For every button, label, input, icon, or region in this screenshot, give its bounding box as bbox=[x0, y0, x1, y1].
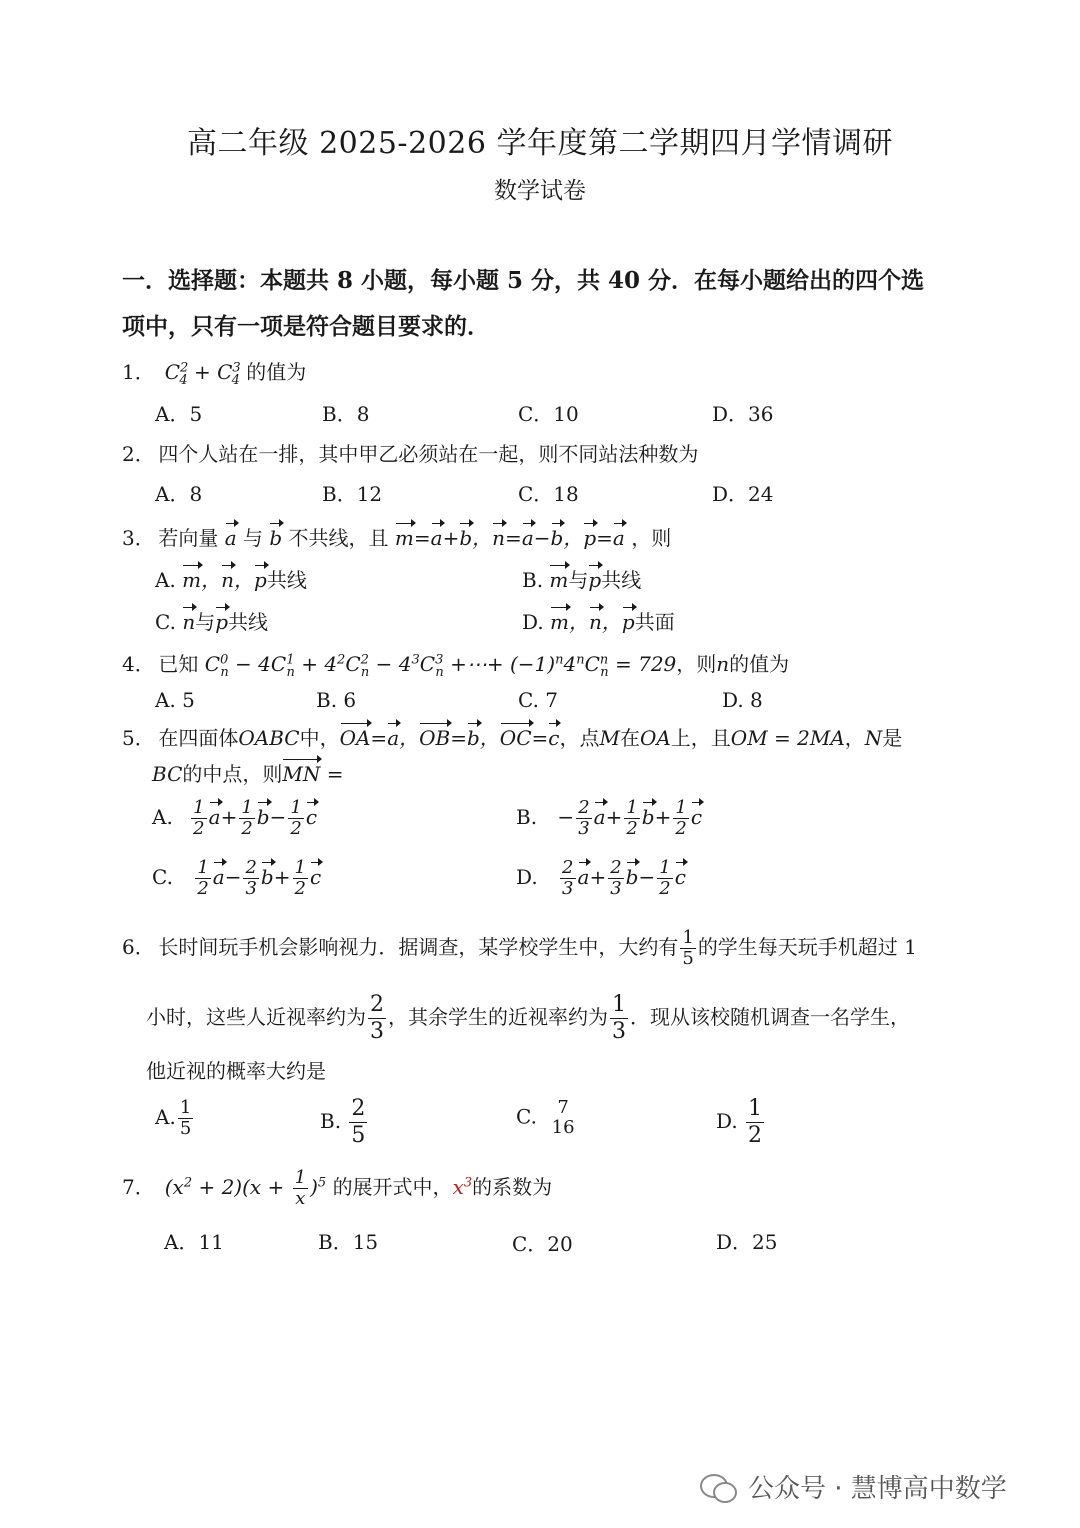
option-label: C. bbox=[152, 865, 173, 889]
exam-title: 高二年级 2025-2026 学年度第二学期四月学情调研 bbox=[187, 126, 893, 161]
question-6-line3: 他近视的概率大约是 bbox=[146, 1059, 326, 1083]
question-text: ，则 bbox=[631, 526, 672, 550]
q7-option-b: B．15 bbox=[318, 1230, 379, 1254]
question-text: 不共线，且 bbox=[288, 526, 389, 550]
q4-option-b: B. 6 bbox=[316, 688, 357, 712]
option-label: A. bbox=[155, 1105, 176, 1129]
question-3 bbox=[122, 522, 972, 551]
option-label: B. bbox=[516, 805, 538, 829]
question-text: 长时间玩手机会影响视力．据调查，某学校学生中，大约有 bbox=[158, 935, 679, 959]
question-2 bbox=[122, 438, 972, 467]
question-text: 是 bbox=[882, 726, 903, 750]
question-1 bbox=[122, 356, 972, 388]
vector-a: a bbox=[224, 526, 237, 550]
question-text: ，则 bbox=[676, 652, 717, 676]
section-heading-line1: 一．选择题：本题共 8 小题，每小题 5 分，共 40 分．在每小题给出的四个选 bbox=[122, 267, 925, 294]
question-number: 2． bbox=[122, 442, 155, 466]
q5-option-c: C. $\frac{1}{2}$ a− $\frac{2}{3}$ b+ $\frac{1}{2}$ c bbox=[152, 857, 322, 899]
question-text: 的展开式中， bbox=[332, 1175, 453, 1199]
question-7: 7． $(x^2 + 2)(x$ + $\frac{1}{x}$ )$^5$ 的展开式中，$x^3$的系数为 bbox=[122, 1167, 553, 1209]
question-number: 7． bbox=[122, 1175, 155, 1199]
q4-option-c: C. 7 bbox=[518, 688, 559, 712]
question-text: ．现从该校随机调查一名学生， bbox=[630, 1005, 910, 1029]
question-number: 4． bbox=[122, 652, 155, 676]
option-label: C. bbox=[516, 1104, 537, 1129]
question-text: ，其余学生的近视率约为 bbox=[388, 1005, 608, 1029]
option-text: 共线 bbox=[228, 610, 269, 634]
option-label: D. bbox=[522, 610, 544, 634]
option-label: B. bbox=[320, 1109, 342, 1133]
question-text: 的值为 bbox=[246, 360, 307, 384]
section-heading-line2: 项中，只有一项是符合题目要求的． bbox=[122, 313, 490, 340]
math-expression: $C^2_4 + C^3_4$ bbox=[158, 360, 241, 388]
option-label: B. bbox=[522, 568, 544, 592]
question-text: 的系数为 bbox=[472, 1175, 553, 1199]
question-text: 的值为 bbox=[729, 652, 790, 676]
q1-option-a: A．5 bbox=[155, 402, 203, 426]
q2-option-a: A．8 bbox=[155, 482, 203, 506]
question-number: 1． bbox=[122, 360, 155, 384]
question-text: 的中点，则 bbox=[182, 762, 283, 786]
q4-option-a: A. 5 bbox=[155, 688, 195, 712]
question-text: 在四面体 bbox=[158, 726, 239, 750]
wechat-icon bbox=[700, 1472, 738, 1502]
question-text: 上，且 bbox=[670, 726, 731, 750]
q6-option-b: B. $\frac{2}{5}$ bbox=[320, 1096, 366, 1148]
q2-option-d: D．24 bbox=[712, 482, 774, 506]
option-label: D. bbox=[516, 865, 538, 889]
option-text: 与 bbox=[568, 568, 589, 592]
question-4: 4． 已知 $C^0_n - 4C^1_n + 4^2C^2_n - 4^3C^3_n$ +⋯+ $(-1)^n4^nC^n_n = 729$，则n的值为 bbox=[122, 648, 972, 680]
question-text: 在 bbox=[619, 726, 640, 750]
watermark bbox=[700, 1468, 1007, 1505]
q3-option-d: D. m，n，p共面 bbox=[522, 610, 675, 634]
question-5: 5． 在四面体OABC中，OA=a，OB=b，OC=c，点M在OA上，且OM = 2MA，N是 bbox=[122, 722, 972, 751]
math-expression: m=a+b，n=a−b，p=a bbox=[394, 526, 625, 550]
q2-option-b: B．12 bbox=[322, 482, 383, 506]
q4-option-d: D. 8 bbox=[722, 688, 763, 712]
q6-option-c: C. 7 16 bbox=[516, 1097, 575, 1138]
q5-option-d: D. $\frac{2}{3}$ a+ $\frac{2}{3}$ b− $\frac{1}{2}$ c bbox=[516, 857, 686, 899]
q3-option-b: B. m与p共线 bbox=[522, 568, 642, 592]
q1-option-d: D．36 bbox=[712, 402, 774, 426]
q7-option-d: D．25 bbox=[716, 1230, 778, 1254]
option-text: 与 bbox=[195, 610, 216, 634]
question-6-line2: 小时，这些人近视率约为 $\frac{2}{3}$ ，其余学生的近视率约为 $\frac{1}{3}$ ．现从该校随机调查一名学生， bbox=[146, 992, 910, 1044]
question-number: 5． bbox=[122, 726, 155, 750]
q6-option-a: A. $\frac{1}{5}$ bbox=[155, 1097, 192, 1139]
option-text: 共面 bbox=[634, 610, 675, 634]
q3-option-c: C. n与p共线 bbox=[155, 610, 269, 634]
q7-option-a: A．11 bbox=[164, 1230, 224, 1254]
math-expression: $C^0_n - 4C^1_n + 4^2C^2_n - 4^3C^3_n$ +⋯+ $(-1)^n4^nC^n_n = 729$ bbox=[204, 652, 677, 680]
option-label: C. bbox=[155, 610, 176, 634]
q6-option-d: D. $\frac{1}{2}$ bbox=[716, 1096, 763, 1148]
exam-subtitle: 数学试卷 bbox=[494, 178, 586, 204]
question-text: 中， bbox=[299, 726, 340, 750]
option-label: A. bbox=[152, 805, 173, 829]
option-label: A. bbox=[155, 568, 176, 592]
option-label: D. bbox=[716, 1109, 738, 1133]
question-text: ，点 bbox=[559, 726, 600, 750]
question-text: 四个人站在一排，其中甲乙必须站在一起，则不同站法种数为 bbox=[158, 442, 699, 466]
q1-option-b: B．8 bbox=[322, 402, 370, 426]
option-text: 共线 bbox=[601, 568, 642, 592]
question-text: ， bbox=[844, 726, 865, 750]
question-text: 的学生每天玩手机超过 1 bbox=[697, 935, 917, 959]
q7-option-c: C．20 bbox=[512, 1232, 573, 1256]
q3-option-a: A. m，n，p共线 bbox=[155, 568, 307, 592]
math-expression: $(x^2 + 2)(x$ + $\frac{1}{x}$ )$^5$ bbox=[158, 1167, 327, 1209]
question-5-line2: BC的中点，则MN = bbox=[152, 762, 344, 786]
question-6: 6． 长时间玩手机会影响视力．据调查，某学校学生中，大约有 $\frac{1}{5}$ 的学生每天玩手机超过 1 bbox=[122, 927, 917, 969]
question-text: 已知 bbox=[158, 652, 199, 676]
question-number: 6． bbox=[122, 935, 155, 959]
vector-b: b bbox=[269, 526, 283, 550]
question-text: 小时，这些人近视率约为 bbox=[146, 1005, 366, 1029]
q5-option-b: B. − $\frac{2}{3}$ a+ $\frac{1}{2}$ b+ $\frac{1}{2}$ c bbox=[516, 797, 703, 839]
q5-option-a: A. $\frac{1}{2}$ a+ $\frac{1}{2}$ b− $\frac{1}{2}$ c bbox=[152, 797, 318, 839]
q1-option-c: C．10 bbox=[518, 402, 579, 426]
question-text: 若向量 bbox=[158, 526, 219, 550]
q2-option-c: C．18 bbox=[518, 482, 579, 506]
watermark-text: 公众号 · 慧博高中数学 bbox=[748, 1474, 1007, 1504]
option-text: 共线 bbox=[266, 568, 307, 592]
question-text: 与 bbox=[243, 526, 264, 550]
question-number: 3． bbox=[122, 526, 155, 550]
section-heading bbox=[122, 258, 962, 350]
